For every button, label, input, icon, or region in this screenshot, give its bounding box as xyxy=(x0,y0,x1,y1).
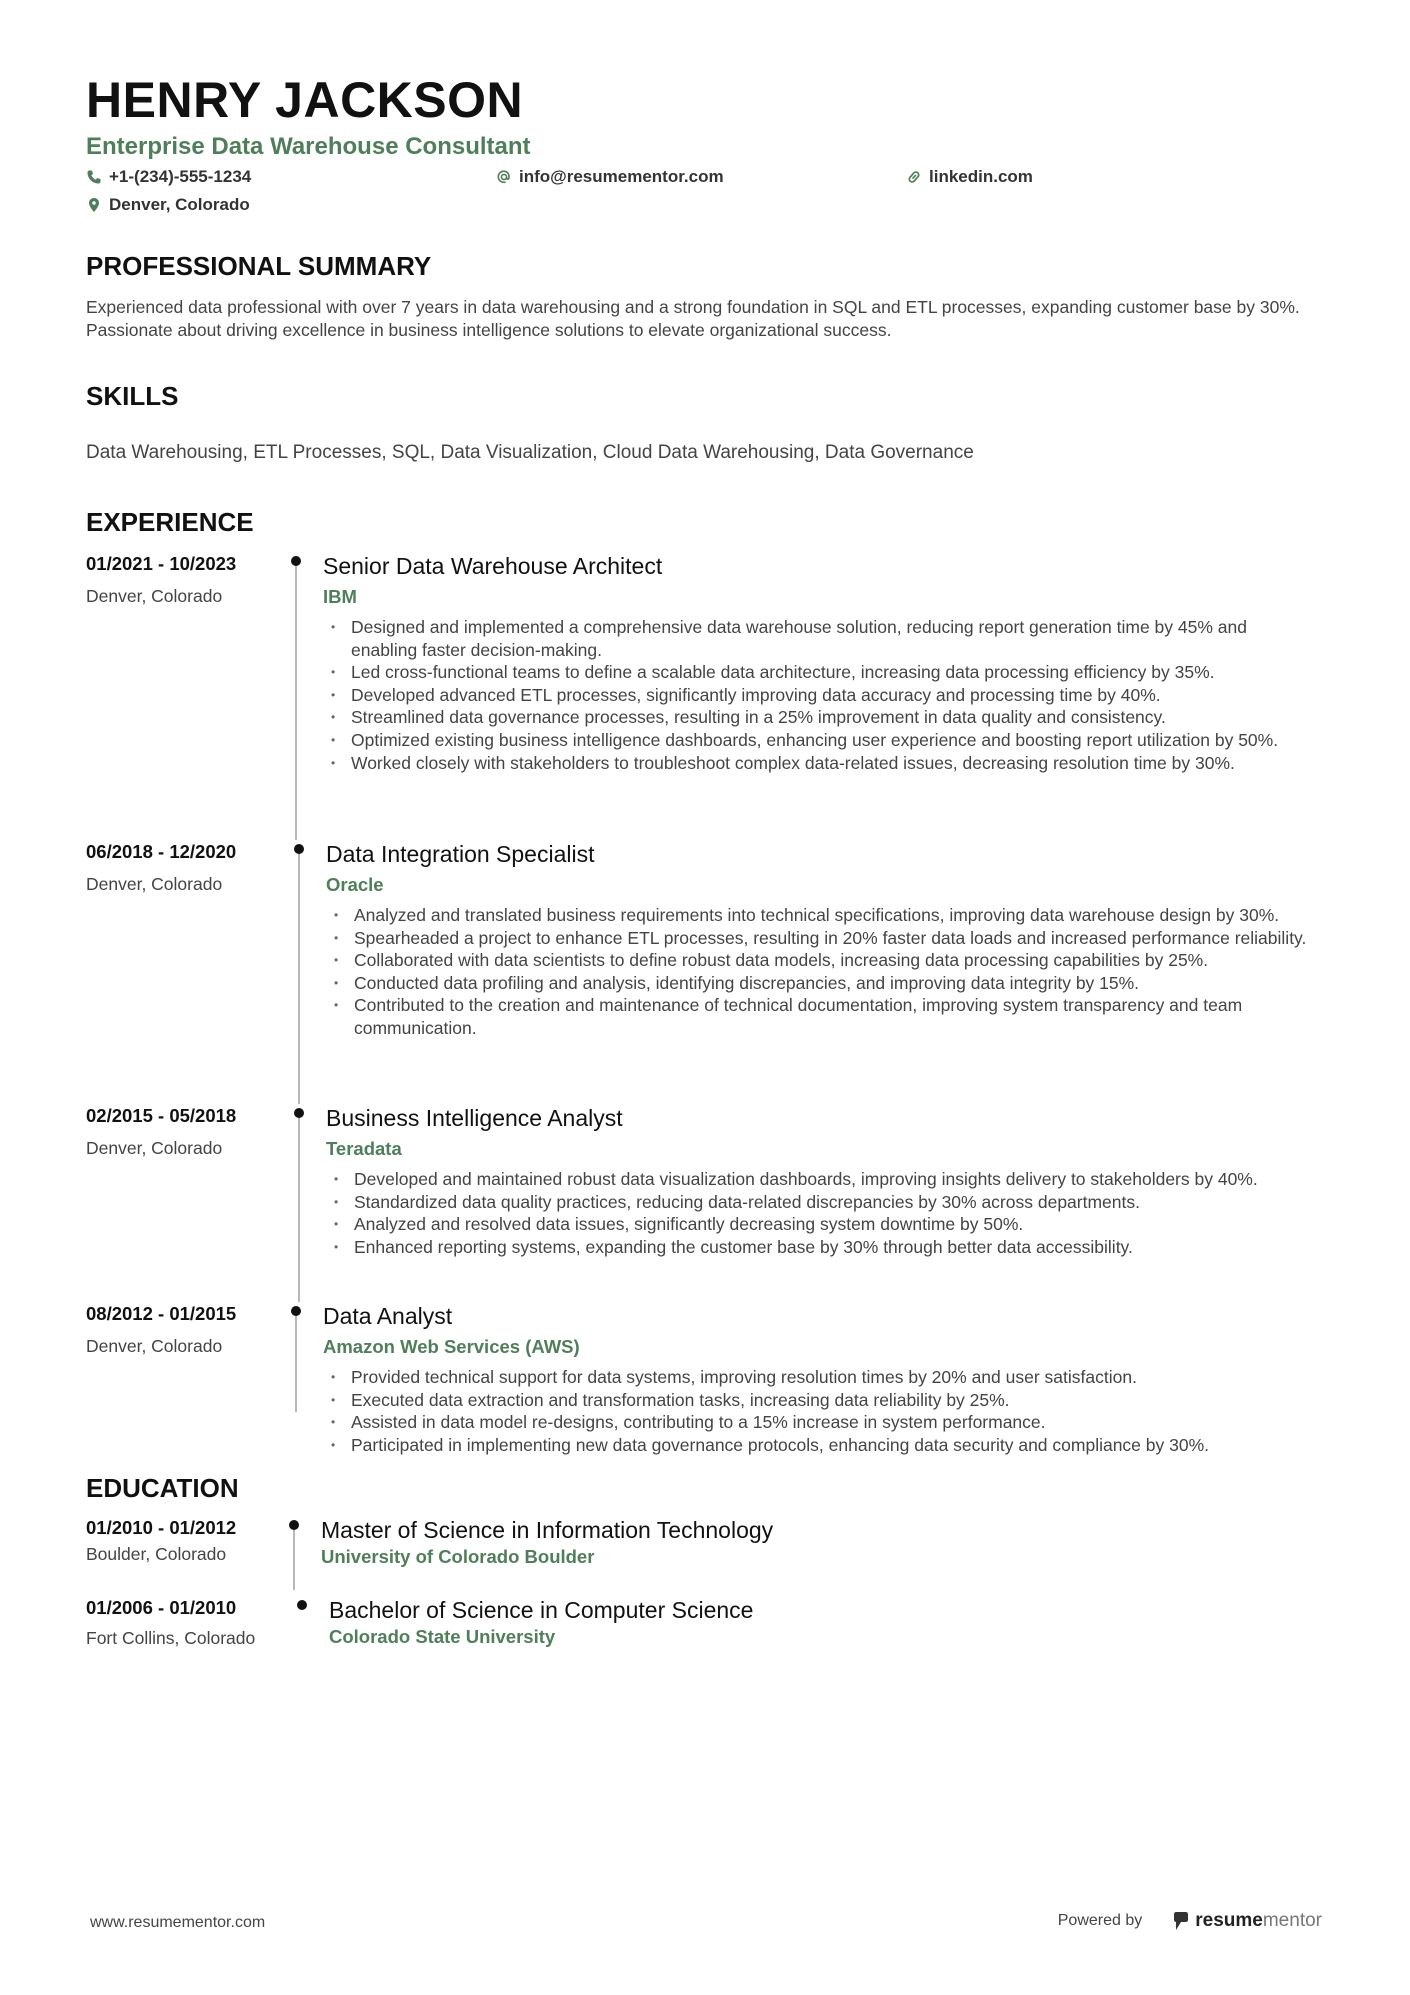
timeline-dot xyxy=(291,556,301,566)
job-bullet: • Developed and maintained robust data visualization dashboards, improving insights delivery to stakeholders by 40%. xyxy=(326,1168,1316,1191)
at-icon xyxy=(496,169,512,185)
summary-text: Experienced data professional with over 7 years in data warehousing and a strong foundation in SQL and ETL processes, expanding customer base by 30%. Passionate about driving excellence in business intelligence solutions to elevate organizational success. xyxy=(86,297,1300,340)
job-company: Teradata xyxy=(326,1138,402,1159)
education-section xyxy=(86,1472,1336,1666)
job-entry xyxy=(86,840,1336,1104)
link-icon xyxy=(906,169,922,185)
job-bullet: • Developed advanced ETL processes, significantly improving data accuracy and processing time by 40%. xyxy=(323,684,1313,707)
resume-page xyxy=(86,70,1336,1666)
job-role: Business Intelligence Analyst xyxy=(326,1105,623,1131)
job-bullet: • Designed and implemented a comprehensive data warehouse solution, reducing report generation time by 45% and enabling faster decision-making. xyxy=(323,616,1313,661)
job-bullet: • Analyzed and resolved data issues, significantly decreasing system downtime by 50%. xyxy=(326,1213,1316,1236)
education-dates: 01/2010 - 01/2012 xyxy=(86,1517,237,1538)
linkedin-contact[interactable] xyxy=(906,166,1206,188)
job-bullet: • Collaborated with data scientists to define robust data models, increasing data processing capabilities by 25%. xyxy=(326,949,1316,972)
job-details xyxy=(326,1104,1316,1302)
resumementor-logo-icon xyxy=(1172,1911,1190,1931)
skills-section xyxy=(86,380,1336,464)
timeline-rail xyxy=(298,1110,300,1302)
job-bullet: • Worked closely with stakeholders to troubleshoot complex data-related issues, decreasing resolution time by 30%. xyxy=(323,752,1313,775)
location-contact xyxy=(86,194,496,216)
education-details xyxy=(321,1516,773,1596)
job-bullet: • Standardized data quality practices, reducing data-related discrepancies by 30% across departments. xyxy=(326,1191,1316,1214)
phone-text: +1-(234)-555-1234 xyxy=(109,167,252,186)
job-bullet: • Analyzed and translated business requirements into technical specifications, improving data warehouse design by 30%. xyxy=(326,904,1316,927)
job-bullets xyxy=(326,1168,1316,1258)
phone-icon xyxy=(86,169,102,185)
map-pin-icon xyxy=(86,197,102,213)
education-location: Boulder, Colorado xyxy=(86,1544,227,1564)
job-bullets xyxy=(323,616,1313,774)
job-role: Senior Data Warehouse Architect xyxy=(323,553,663,579)
job-entry xyxy=(86,552,1336,840)
job-bullet: • Streamlined data governance processes, resulting in a 25% improvement in data quality and consistency. xyxy=(323,706,1313,729)
job-role: Data Integration Specialist xyxy=(326,841,595,867)
location-text: Denver, Colorado xyxy=(109,195,250,214)
education-meta xyxy=(86,1516,291,1596)
experience-heading: EXPERIENCE xyxy=(86,507,254,537)
job-bullet: • Led cross-functional teams to define a scalable data architecture, increasing data processing efficiency by 35%. xyxy=(323,661,1313,684)
brand-logo[interactable] xyxy=(1172,1910,1322,1932)
footer-website[interactable]: www.resumementor.com xyxy=(90,1914,266,1931)
timeline-rail xyxy=(293,1522,295,1590)
linkedin-text: linkedin.com xyxy=(929,167,1033,186)
timeline-dot xyxy=(291,1306,301,1316)
education-school: University of Colorado Boulder xyxy=(321,1546,595,1567)
job-bullet: • Participated in implementing new data governance protocols, enhancing data security and compliance by 30%. xyxy=(323,1434,1313,1457)
education-location: Fort Collins, Colorado xyxy=(86,1628,256,1648)
skills-text: Data Warehousing, ETL Processes, SQL, Data Visualization, Cloud Data Warehousing, Data Governance xyxy=(86,442,974,463)
candidate-title: Enterprise Data Warehouse Consultant xyxy=(86,133,531,160)
job-bullets xyxy=(326,904,1316,1040)
job-bullet: • Provided technical support for data systems, improving resolution times by 20% and user satisfaction. xyxy=(323,1366,1313,1389)
job-company: Amazon Web Services (AWS) xyxy=(323,1336,580,1357)
brand-name-light: mentor xyxy=(1262,1910,1322,1931)
email-text: info@resumementor.com xyxy=(519,167,724,186)
timeline-rail xyxy=(295,558,297,840)
job-details xyxy=(326,840,1316,1104)
timeline-rail xyxy=(295,1308,297,1412)
job-entry xyxy=(86,1104,1336,1302)
job-bullet: • Optimized existing business intelligence dashboards, enhancing user experience and boosting report utilization by 50%. xyxy=(323,729,1313,752)
brand-name-bold: resume xyxy=(1195,1910,1263,1931)
timeline-dot xyxy=(297,1600,307,1610)
job-dates: 08/2012 - 01/2015 xyxy=(86,1303,237,1324)
job-bullet: • Spearheaded a project to enhance ETL processes, resulting in 20% faster data loads and increased performance reliability. xyxy=(326,927,1316,950)
job-meta xyxy=(86,552,291,840)
education-entry xyxy=(86,1596,1336,1666)
contact-info xyxy=(86,166,1336,216)
job-bullets xyxy=(323,1366,1313,1456)
job-location: Denver, Colorado xyxy=(86,1336,223,1356)
timeline-dot xyxy=(294,1108,304,1118)
education-details xyxy=(329,1596,753,1666)
job-location: Denver, Colorado xyxy=(86,1138,223,1158)
education-heading: EDUCATION xyxy=(86,1473,239,1503)
summary-section xyxy=(86,250,1336,342)
job-bullet: • Assisted in data model re-designs, contributing to a 15% increase in system performance. xyxy=(323,1411,1313,1434)
powered-by-label: Powered by xyxy=(1057,1912,1143,1929)
job-dates: 02/2015 - 05/2018 xyxy=(86,1105,237,1126)
job-location: Denver, Colorado xyxy=(86,874,223,894)
job-company: IBM xyxy=(323,586,357,607)
job-entry xyxy=(86,1302,1336,1462)
education-meta xyxy=(86,1596,291,1666)
job-bullet: • Contributed to the creation and maintenance of technical documentation, improving system transparency and team communication. xyxy=(326,994,1316,1039)
job-bullet: • Enhanced reporting systems, expanding the customer base by 30% through better data accessibility. xyxy=(326,1236,1316,1259)
job-meta xyxy=(86,1302,291,1462)
job-meta xyxy=(86,840,291,1104)
phone-contact xyxy=(86,166,496,188)
job-company: Oracle xyxy=(326,874,384,895)
job-details xyxy=(323,552,1313,840)
education-degree: Bachelor of Science in Computer Science xyxy=(329,1597,754,1623)
job-dates: 01/2021 - 10/2023 xyxy=(86,553,237,574)
education-entry xyxy=(86,1516,1336,1596)
timeline-dot xyxy=(289,1520,299,1530)
summary-heading: PROFESSIONAL SUMMARY xyxy=(86,251,432,281)
education-degree: Master of Science in Information Technology xyxy=(321,1517,774,1543)
education-dates: 01/2006 - 01/2010 xyxy=(86,1597,237,1618)
skills-heading: SKILLS xyxy=(86,381,179,411)
job-bullet: • Executed data extraction and transformation tasks, increasing data reliability by 25%. xyxy=(323,1389,1313,1412)
job-dates: 06/2018 - 12/2020 xyxy=(86,841,237,862)
footer-branding xyxy=(1058,1910,1322,1932)
job-details xyxy=(323,1302,1313,1462)
job-location: Denver, Colorado xyxy=(86,586,223,606)
job-bullet: • Conducted data profiling and analysis, identifying discrepancies, and improving data integrity by 15%. xyxy=(326,972,1316,995)
education-school: Colorado State University xyxy=(329,1626,556,1647)
email-contact[interactable] xyxy=(496,166,906,188)
experience-section xyxy=(86,506,1336,1462)
candidate-name: HENRY JACKSON xyxy=(86,72,524,128)
timeline-dot xyxy=(294,844,304,854)
job-meta xyxy=(86,1104,291,1302)
job-role: Data Analyst xyxy=(323,1303,453,1329)
timeline-rail xyxy=(298,846,300,1104)
